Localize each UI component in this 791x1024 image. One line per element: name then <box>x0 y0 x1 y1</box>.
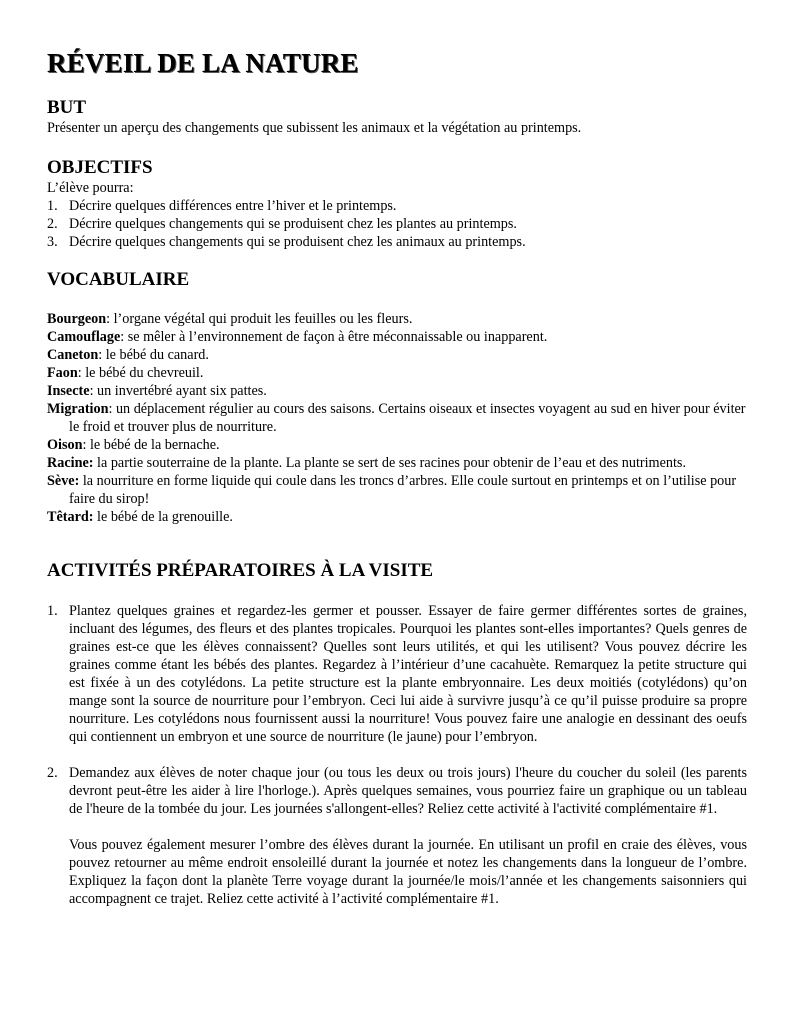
vocab-term: Caneton <box>47 347 99 363</box>
objectifs-list <box>47 197 747 251</box>
but-section <box>47 97 747 137</box>
vocabulaire-section <box>47 269 747 526</box>
vocab-entry <box>47 310 747 328</box>
vocab-definition: : un invertébré ayant six pattes. <box>89 383 267 399</box>
vocab-entry <box>47 400 747 436</box>
list-number: 1. <box>47 198 58 214</box>
vocab-definition: : se mêler à l’environnement de façon à être méconnaissable ou inapparent. <box>120 329 548 345</box>
vocab-term: Camouflage <box>47 329 121 345</box>
vocab-term: Racine: <box>47 455 94 471</box>
but-heading: BUT <box>47 97 87 118</box>
activity-text: Plantez quelques graines et regardez-les germer et pousser. Essayer de faire germer différentes sortes de graines, incluant des légumes, des fleurs et des plantes tropicales. Pourquoi les plantes sont-elles importantes? Quels genres de graines est-ce que les élèves connaissent? Quelles sont leurs utilités, et qui les utilisent? Vous pouvez décrire les graines comme étant les bébés des plantes. Regardez à l’intérieur d’une cacahuète. Remarquez la petite structure qui est fixée à un des cotylédons. La petite structure est la plante embryonnaire. Les deux moitiés (cotylédons) qu’on mange sont la source de nourriture pour l’embryon. Ceci lui aide à survivre jusqu’à ce qu’il puisse produire sa propre nourriture. Les cotylédons nous fournissent aussi la nourriture! Vous pouvez faire une analogie en dessinant des oeufs qui contiennent un embryon et une source de nourriture (le jaune) pour l’embryon. <box>69 603 747 745</box>
vocab-term: Insecte <box>47 383 90 399</box>
vocab-definition: la nourriture en forme liquide qui coule dans les troncs d’arbres. Elle coule surtout en printemps et on l’utilise pour faire du sirop! <box>69 473 737 507</box>
activity-item <box>47 764 747 908</box>
activity-text-continued: Vous pouvez également mesurer l’ombre des élèves durant la journée. En utilisant un profil en craie des élèves, vous pouvez retourner au même endroit ensoleillé durant la journée et notez les changements dans la longueur de l’ombre. Expliquez la façon dont la planète Terre voyage durant la journée/le mois/l’année et les changements saisonniers qui accompagnent ce trajet. Reliez cette activité à l’activité complémentaire #1. <box>69 837 747 907</box>
objectifs-section <box>47 157 747 251</box>
vocab-term: Migration <box>47 401 109 417</box>
activity-item <box>47 602 747 746</box>
activites-heading: ACTIVITÉS PRÉPARATOIRES À LA VISITE <box>47 560 434 581</box>
objectif-item <box>47 233 747 251</box>
vocab-term: Faon <box>47 365 78 381</box>
vocab-definition: : le bébé de la bernache. <box>82 437 220 453</box>
vocab-term: Têtard: <box>47 509 94 525</box>
vocab-entry <box>47 472 747 508</box>
activities-list <box>47 602 747 908</box>
vocab-definition: le bébé de la grenouille. <box>93 509 233 525</box>
vocab-entry <box>47 346 747 364</box>
vocab-entry <box>47 382 747 400</box>
objectifs-heading: OBJECTIFS <box>47 157 153 178</box>
vocab-term: Sève: <box>47 473 80 489</box>
vocabulary-list <box>47 310 747 526</box>
document-page <box>47 48 747 908</box>
list-number: 3. <box>47 234 58 250</box>
objectifs-intro: L’élève pourra: <box>47 180 134 196</box>
vocab-entry <box>47 436 747 454</box>
list-number: 2. <box>47 216 58 232</box>
vocab-definition: la partie souterraine de la plante. La plante se sert de ses racines pour obtenir de l’eau et des nutriments. <box>93 455 686 471</box>
vocab-definition: : un déplacement régulier au cours des saisons. Certains oiseaux et insectes voyagent au sud en hiver pour éviter le froid et trouver plus de nourriture. <box>69 401 746 435</box>
vocab-entry <box>47 328 747 346</box>
vocab-definition: : le bébé du chevreuil. <box>77 365 204 381</box>
objectif-item <box>47 215 747 233</box>
vocab-definition: : l’organe végétal qui produit les feuilles ou les fleurs. <box>106 311 413 327</box>
activites-section <box>47 560 747 908</box>
objectif-text: Décrire quelques changements qui se produisent chez les animaux au printemps. <box>69 234 526 250</box>
but-text: Présenter un aperçu des changements que subissent les animaux et la végétation au printemps. <box>47 120 582 136</box>
vocab-term: Oison <box>47 437 83 453</box>
vocab-entry <box>47 454 747 472</box>
vocab-definition: : le bébé du canard. <box>98 347 209 363</box>
list-number: 1. <box>47 603 58 619</box>
objectif-text: Décrire quelques changements qui se produisent chez les plantes au printemps. <box>69 216 517 232</box>
objectif-item <box>47 197 747 215</box>
list-number: 2. <box>47 765 58 781</box>
vocabulaire-heading: VOCABULAIRE <box>47 269 190 290</box>
vocab-entry <box>47 508 747 526</box>
objectif-text: Décrire quelques différences entre l’hiver et le printemps. <box>69 198 397 214</box>
vocab-entry <box>47 364 747 382</box>
activity-text: Demandez aux élèves de noter chaque jour (ou tous les deux ou trois jours) l'heure du coucher du soleil (les parents devront peut-être les aider à lire l'horloge.). Après quelques semaines, vous pourriez faire un graphique ou un tableau de l'heure de la tombée du jour. Les journées s'allongent-elles? Reliez cette activité à l'activité complémentaire #1. <box>69 765 747 817</box>
document-title: RÉVEIL DE LA NATURE <box>47 48 359 78</box>
vocab-term: Bourgeon <box>47 311 107 327</box>
